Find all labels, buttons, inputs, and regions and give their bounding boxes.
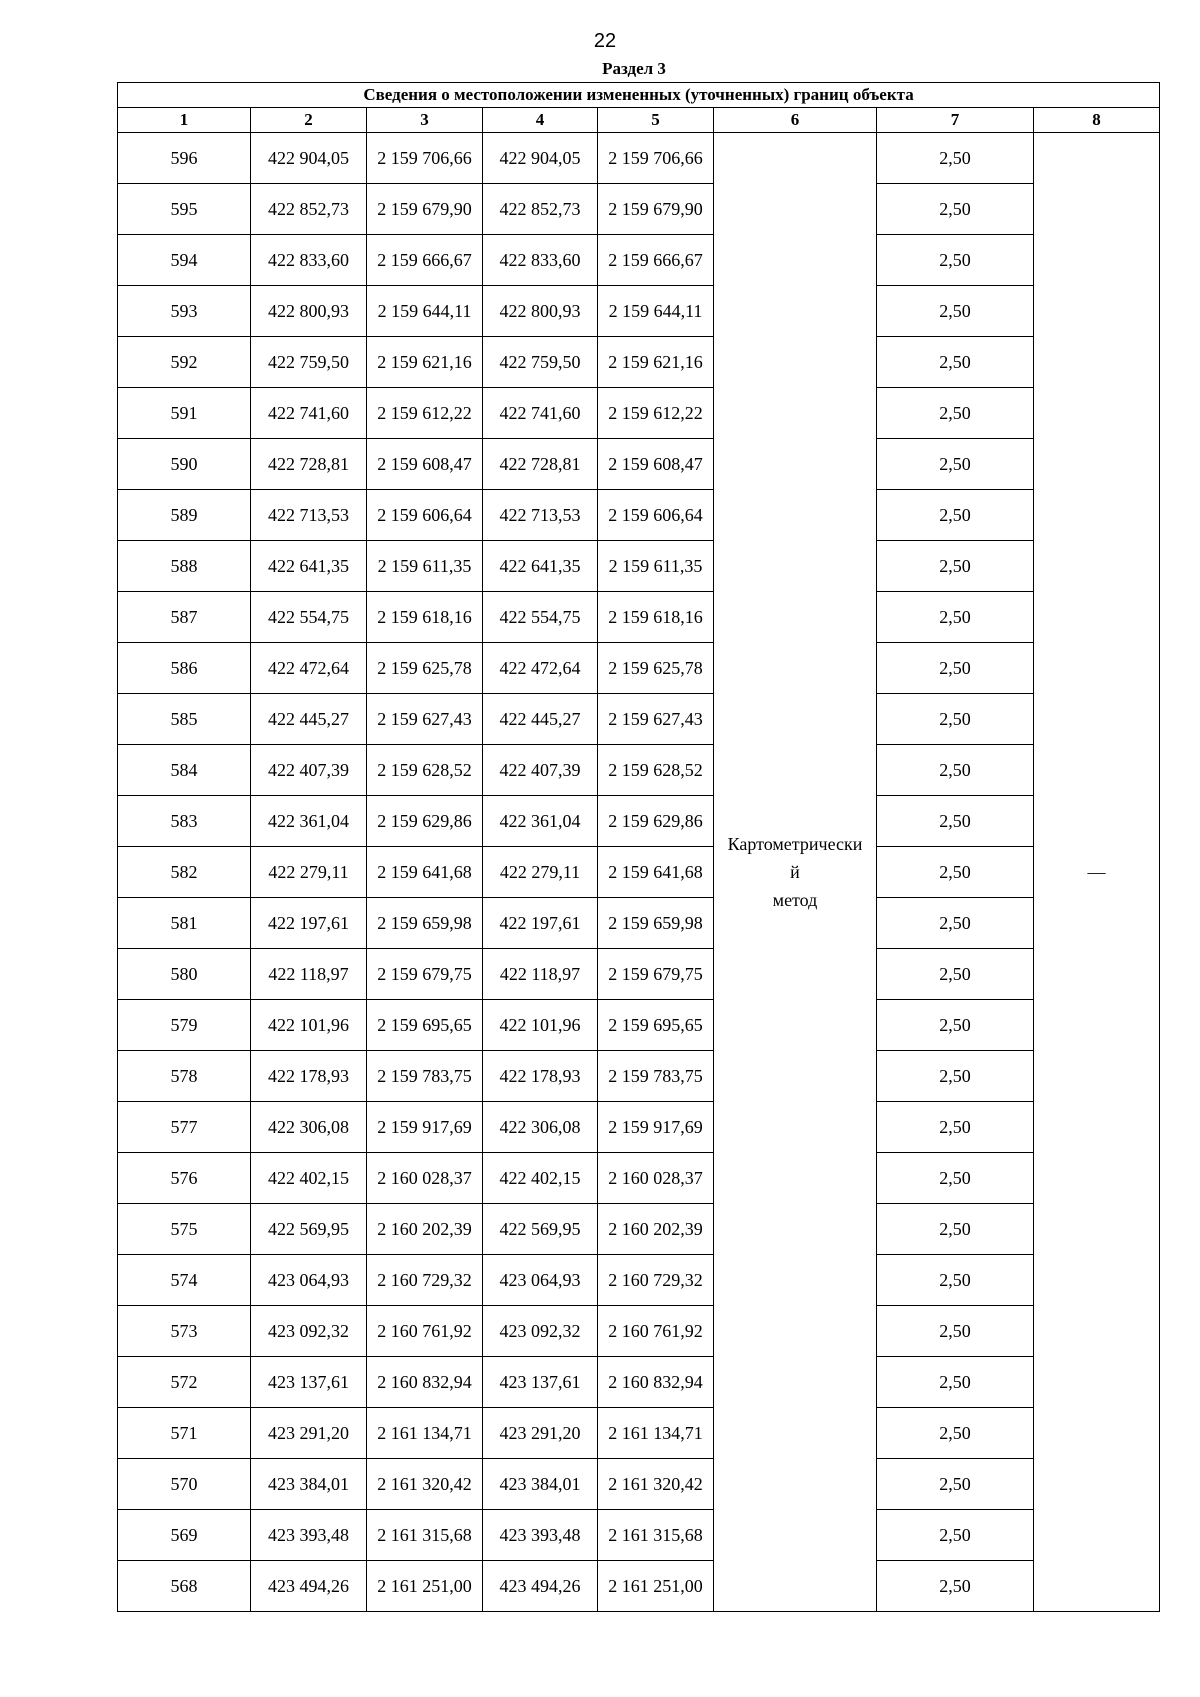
- y-old-cell: 2 159 628,52: [367, 745, 483, 796]
- y-new-cell: 2 159 621,16: [598, 337, 714, 388]
- y-new-cell: 2 160 729,32: [598, 1255, 714, 1306]
- x-old-cell: 422 759,50: [251, 337, 367, 388]
- accuracy-cell: 2,50: [877, 337, 1034, 388]
- y-new-cell: 2 159 608,47: [598, 439, 714, 490]
- y-old-cell: 2 160 761,92: [367, 1306, 483, 1357]
- point-number-cell: 589: [118, 490, 251, 541]
- point-number-cell: 579: [118, 1000, 251, 1051]
- accuracy-cell: 2,50: [877, 286, 1034, 337]
- accuracy-cell: 2,50: [877, 1102, 1034, 1153]
- point-number-cell: 587: [118, 592, 251, 643]
- x-new-cell: 423 064,93: [483, 1255, 598, 1306]
- y-old-cell: 2 159 611,35: [367, 541, 483, 592]
- table-body: [118, 133, 1160, 1612]
- accuracy-cell: 2,50: [877, 592, 1034, 643]
- x-new-cell: 422 178,93: [483, 1051, 598, 1102]
- section-title: Раздел 3: [602, 59, 666, 78]
- table-row: [118, 184, 1160, 235]
- point-number-cell: 574: [118, 1255, 251, 1306]
- x-new-cell: 422 402,15: [483, 1153, 598, 1204]
- column-header-row: [118, 108, 1160, 133]
- x-new-cell: 422 713,53: [483, 490, 598, 541]
- point-number-cell: 582: [118, 847, 251, 898]
- point-number-cell: 591: [118, 388, 251, 439]
- x-new-cell: 423 494,26: [483, 1561, 598, 1612]
- y-old-cell: 2 159 606,64: [367, 490, 483, 541]
- table-row: [118, 847, 1160, 898]
- y-old-cell: 2 159 608,47: [367, 439, 483, 490]
- point-number-cell: 594: [118, 235, 251, 286]
- x-new-cell: 422 833,60: [483, 235, 598, 286]
- table-row: [118, 439, 1160, 490]
- x-old-cell: 422 407,39: [251, 745, 367, 796]
- table-row: [118, 388, 1160, 439]
- accuracy-cell: 2,50: [877, 1510, 1034, 1561]
- table-row: [118, 1000, 1160, 1051]
- y-new-cell: 2 159 625,78: [598, 643, 714, 694]
- y-old-cell: 2 160 202,39: [367, 1204, 483, 1255]
- x-new-cell: 422 361,04: [483, 796, 598, 847]
- table-row: [118, 694, 1160, 745]
- y-new-cell: 2 160 028,37: [598, 1153, 714, 1204]
- x-old-cell: 423 393,48: [251, 1510, 367, 1561]
- table-row: [118, 337, 1160, 388]
- x-new-cell: 423 393,48: [483, 1510, 598, 1561]
- point-number-cell: 575: [118, 1204, 251, 1255]
- x-old-cell: 422 402,15: [251, 1153, 367, 1204]
- point-number-cell: 592: [118, 337, 251, 388]
- y-old-cell: 2 159 666,67: [367, 235, 483, 286]
- method-text-line: Картометрически: [727, 834, 863, 854]
- x-new-cell: 422 279,11: [483, 847, 598, 898]
- accuracy-cell: 2,50: [877, 1306, 1034, 1357]
- x-old-cell: 422 101,96: [251, 1000, 367, 1051]
- table-row: [118, 1357, 1160, 1408]
- point-number-cell: 568: [118, 1561, 251, 1612]
- accuracy-cell: 2,50: [877, 541, 1034, 592]
- point-number-cell: 580: [118, 949, 251, 1000]
- y-old-cell: 2 159 679,90: [367, 184, 483, 235]
- y-new-cell: 2 159 644,11: [598, 286, 714, 337]
- table-row: [118, 1408, 1160, 1459]
- point-number-cell: 583: [118, 796, 251, 847]
- coordinates-table: [117, 82, 1160, 1612]
- y-old-cell: 2 161 251,00: [367, 1561, 483, 1612]
- y-old-cell: 2 159 695,65: [367, 1000, 483, 1051]
- x-old-cell: 423 384,01: [251, 1459, 367, 1510]
- x-old-cell: 422 197,61: [251, 898, 367, 949]
- accuracy-cell: 2,50: [877, 1459, 1034, 1510]
- x-new-cell: 423 092,32: [483, 1306, 598, 1357]
- y-new-cell: 2 159 606,64: [598, 490, 714, 541]
- table-row: [118, 592, 1160, 643]
- x-new-cell: 423 384,01: [483, 1459, 598, 1510]
- x-old-cell: 423 291,20: [251, 1408, 367, 1459]
- x-new-cell: 422 306,08: [483, 1102, 598, 1153]
- table-row: [118, 643, 1160, 694]
- column-header-6: 6: [714, 108, 877, 133]
- y-new-cell: 2 161 134,71: [598, 1408, 714, 1459]
- y-new-cell: 2 159 783,75: [598, 1051, 714, 1102]
- x-new-cell: 422 641,35: [483, 541, 598, 592]
- y-new-cell: 2 160 202,39: [598, 1204, 714, 1255]
- y-old-cell: 2 159 621,16: [367, 337, 483, 388]
- accuracy-cell: 2,50: [877, 643, 1034, 694]
- y-old-cell: 2 159 629,86: [367, 796, 483, 847]
- x-old-cell: 422 472,64: [251, 643, 367, 694]
- table-row: [118, 1561, 1160, 1612]
- y-old-cell: 2 159 783,75: [367, 1051, 483, 1102]
- column-header-8: 8: [1034, 108, 1160, 133]
- y-new-cell: 2 159 618,16: [598, 592, 714, 643]
- accuracy-cell: 2,50: [877, 796, 1034, 847]
- y-new-cell: 2 160 761,92: [598, 1306, 714, 1357]
- y-old-cell: 2 160 832,94: [367, 1357, 483, 1408]
- y-new-cell: 2 159 629,86: [598, 796, 714, 847]
- x-new-cell: 422 904,05: [483, 133, 598, 184]
- y-new-cell: 2 159 659,98: [598, 898, 714, 949]
- x-old-cell: 422 279,11: [251, 847, 367, 898]
- point-number-cell: 596: [118, 133, 251, 184]
- column-header-4: 4: [483, 108, 598, 133]
- accuracy-cell: 2,50: [877, 1204, 1034, 1255]
- accuracy-cell: 2,50: [877, 1153, 1034, 1204]
- point-number-cell: 588: [118, 541, 251, 592]
- y-old-cell: 2 159 659,98: [367, 898, 483, 949]
- y-old-cell: 2 159 612,22: [367, 388, 483, 439]
- point-number-cell: 573: [118, 1306, 251, 1357]
- point-number-cell: 569: [118, 1510, 251, 1561]
- table-row: [118, 796, 1160, 847]
- accuracy-cell: 2,50: [877, 1051, 1034, 1102]
- x-new-cell: 422 741,60: [483, 388, 598, 439]
- x-new-cell: 422 852,73: [483, 184, 598, 235]
- y-old-cell: 2 159 641,68: [367, 847, 483, 898]
- y-new-cell: 2 159 695,65: [598, 1000, 714, 1051]
- point-number-cell: 571: [118, 1408, 251, 1459]
- column-header-2: 2: [251, 108, 367, 133]
- accuracy-cell: 2,50: [877, 1255, 1034, 1306]
- table-row: [118, 541, 1160, 592]
- point-number-cell: 577: [118, 1102, 251, 1153]
- point-number-cell: 570: [118, 1459, 251, 1510]
- x-old-cell: 422 569,95: [251, 1204, 367, 1255]
- accuracy-cell: 2,50: [877, 1000, 1034, 1051]
- y-old-cell: 2 159 706,66: [367, 133, 483, 184]
- x-new-cell: 422 759,50: [483, 337, 598, 388]
- x-old-cell: 422 306,08: [251, 1102, 367, 1153]
- column-header-3: 3: [367, 108, 483, 133]
- x-new-cell: 422 101,96: [483, 1000, 598, 1051]
- x-new-cell: 422 728,81: [483, 439, 598, 490]
- y-new-cell: 2 159 666,67: [598, 235, 714, 286]
- table-row: [118, 949, 1160, 1000]
- y-new-cell: 2 159 679,75: [598, 949, 714, 1000]
- column8-cell: —: [1034, 133, 1160, 1612]
- point-number-cell: 572: [118, 1357, 251, 1408]
- accuracy-cell: 2,50: [877, 184, 1034, 235]
- point-number-cell: 590: [118, 439, 251, 490]
- point-number-cell: 593: [118, 286, 251, 337]
- y-new-cell: 2 159 679,90: [598, 184, 714, 235]
- column-header-5: 5: [598, 108, 714, 133]
- table-row: [118, 1255, 1160, 1306]
- accuracy-cell: 2,50: [877, 1561, 1034, 1612]
- y-new-cell: 2 160 832,94: [598, 1357, 714, 1408]
- point-number-cell: 586: [118, 643, 251, 694]
- accuracy-cell: 2,50: [877, 898, 1034, 949]
- y-old-cell: 2 159 627,43: [367, 694, 483, 745]
- point-number-cell: 576: [118, 1153, 251, 1204]
- y-new-cell: 2 161 315,68: [598, 1510, 714, 1561]
- y-old-cell: 2 160 028,37: [367, 1153, 483, 1204]
- y-new-cell: 2 161 251,00: [598, 1561, 714, 1612]
- x-old-cell: 422 178,93: [251, 1051, 367, 1102]
- y-old-cell: 2 161 320,42: [367, 1459, 483, 1510]
- x-new-cell: 422 554,75: [483, 592, 598, 643]
- point-number-cell: 578: [118, 1051, 251, 1102]
- x-old-cell: 422 904,05: [251, 133, 367, 184]
- x-new-cell: 422 569,95: [483, 1204, 598, 1255]
- accuracy-cell: 2,50: [877, 1357, 1034, 1408]
- x-old-cell: 423 137,61: [251, 1357, 367, 1408]
- x-old-cell: 422 445,27: [251, 694, 367, 745]
- table-row: [118, 1102, 1160, 1153]
- table-caption: Сведения о местоположении измененных (уточненных) границ объекта: [118, 83, 1160, 108]
- y-new-cell: 2 161 320,42: [598, 1459, 714, 1510]
- table-row: [118, 745, 1160, 796]
- y-new-cell: 2 159 612,22: [598, 388, 714, 439]
- y-old-cell: 2 159 679,75: [367, 949, 483, 1000]
- accuracy-cell: 2,50: [877, 439, 1034, 490]
- x-old-cell: 422 554,75: [251, 592, 367, 643]
- y-old-cell: 2 159 625,78: [367, 643, 483, 694]
- x-old-cell: 422 852,73: [251, 184, 367, 235]
- table-row: [118, 1204, 1160, 1255]
- point-number-cell: 595: [118, 184, 251, 235]
- x-old-cell: 422 741,60: [251, 388, 367, 439]
- accuracy-cell: 2,50: [877, 490, 1034, 541]
- x-new-cell: 423 291,20: [483, 1408, 598, 1459]
- x-new-cell: 422 118,97: [483, 949, 598, 1000]
- accuracy-cell: 2,50: [877, 388, 1034, 439]
- table-row: [118, 1306, 1160, 1357]
- table-row: [118, 1051, 1160, 1102]
- accuracy-cell: 2,50: [877, 1408, 1034, 1459]
- x-new-cell: 422 197,61: [483, 898, 598, 949]
- table-row: [118, 133, 1160, 184]
- point-number-cell: 584: [118, 745, 251, 796]
- y-new-cell: 2 159 611,35: [598, 541, 714, 592]
- column-header-7: 7: [877, 108, 1034, 133]
- x-old-cell: 422 800,93: [251, 286, 367, 337]
- y-new-cell: 2 159 706,66: [598, 133, 714, 184]
- method-cell: [714, 133, 877, 1612]
- table-row: [118, 898, 1160, 949]
- method-text-line: й: [790, 862, 800, 882]
- accuracy-cell: 2,50: [877, 235, 1034, 286]
- x-old-cell: 422 833,60: [251, 235, 367, 286]
- y-old-cell: 2 161 315,68: [367, 1510, 483, 1561]
- table-row: [118, 1510, 1160, 1561]
- y-new-cell: 2 159 917,69: [598, 1102, 714, 1153]
- accuracy-cell: 2,50: [877, 745, 1034, 796]
- accuracy-cell: 2,50: [877, 847, 1034, 898]
- page-number: 22: [593, 30, 617, 52]
- table-row: [118, 1459, 1160, 1510]
- x-new-cell: 422 445,27: [483, 694, 598, 745]
- point-number-cell: 581: [118, 898, 251, 949]
- table-row: [118, 235, 1160, 286]
- x-old-cell: 422 361,04: [251, 796, 367, 847]
- method-text-line: метод: [772, 890, 818, 910]
- accuracy-cell: 2,50: [877, 949, 1034, 1000]
- x-old-cell: 422 641,35: [251, 541, 367, 592]
- y-old-cell: 2 161 134,71: [367, 1408, 483, 1459]
- x-old-cell: 423 064,93: [251, 1255, 367, 1306]
- y-new-cell: 2 159 641,68: [598, 847, 714, 898]
- column-header-1: 1: [118, 108, 251, 133]
- x-old-cell: 423 494,26: [251, 1561, 367, 1612]
- x-new-cell: 423 137,61: [483, 1357, 598, 1408]
- table-row: [118, 1153, 1160, 1204]
- table-row: [118, 490, 1160, 541]
- y-new-cell: 2 159 628,52: [598, 745, 714, 796]
- x-old-cell: 423 092,32: [251, 1306, 367, 1357]
- x-old-cell: 422 118,97: [251, 949, 367, 1000]
- y-old-cell: 2 159 618,16: [367, 592, 483, 643]
- y-old-cell: 2 160 729,32: [367, 1255, 483, 1306]
- accuracy-cell: 2,50: [877, 694, 1034, 745]
- x-old-cell: 422 728,81: [251, 439, 367, 490]
- y-old-cell: 2 159 644,11: [367, 286, 483, 337]
- x-new-cell: 422 407,39: [483, 745, 598, 796]
- point-number-cell: 585: [118, 694, 251, 745]
- x-new-cell: 422 800,93: [483, 286, 598, 337]
- accuracy-cell: 2,50: [877, 133, 1034, 184]
- table-row: [118, 286, 1160, 337]
- y-new-cell: 2 159 627,43: [598, 694, 714, 745]
- x-old-cell: 422 713,53: [251, 490, 367, 541]
- y-old-cell: 2 159 917,69: [367, 1102, 483, 1153]
- x-new-cell: 422 472,64: [483, 643, 598, 694]
